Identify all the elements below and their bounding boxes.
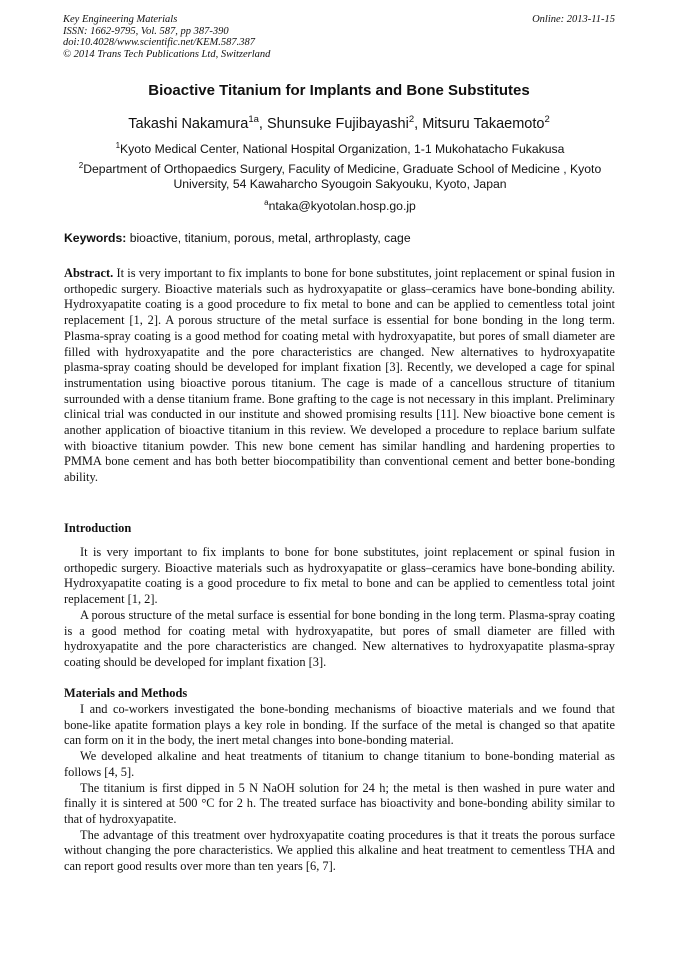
affiliation-mark: 2 [78, 161, 84, 170]
author-affiliation-mark: 2 [408, 114, 415, 125]
affiliation-text: Kyoto Medical Center, National Hospital Organization, 1-1 Mukohatacho Fukakusa [120, 142, 565, 157]
copyright-line: © 2014 Trans Tech Publications Ltd, Switzerland [63, 48, 271, 60]
abstract-text: It is very important to fix implants to bone for bone substitutes, joint replacement or spinal fusion in orthopedic surgery. Bioactive materials such as hydroxyapatite or glass–ceramics have bone-bonding ability. Hydroxyapatite coating is a good procedure to fix metal to bone and can be applied to cementless total joint replacement [1, 2]. A porous structure of the metal surface is essential for bone bonding in the long term. Plasma-spray coating is a good method for coating metal with hydroxyapatite, but pores of small diameter are filled with hydroxyapatite and the pore characteristics are changed. New alternatives to hydroxyapatite plasma-spray coating should be developed for implant fixation [3]. Recently, we developed a cage for spinal instrumentation using bioactive porous titanium. The cage is made of a cancellous structure of titanium surrounded with a dense titanium frame. Bone grafting to the cage is not necessary in this implant. Preliminary clinical trial was conducted in our institute and showed promising results [11]. New bioactive bone cement is another application of bioactive titanium in this review. We developed a procedure to replace barium sulfate with bioactive titanium powder. This new bone cement has similar handling and hardening properties to PMMA bone cement and has both better biocompatibility than conventional cement and better bone-bonding ability. [64, 266, 615, 485]
paragraph: The advantage of this treatment over hydroxyapatite coating procedures is that it treats the porous surface without changing the pore characteristics. We applied this alkaline and heat treatment to cementless THA and can report good results over more than ten years [6, 7]. [64, 827, 615, 874]
paragraph: The titanium is first dipped in 5 N NaOH solution for 24 h; the metal is then washed in pure water and finally it is sintered at 500 °C for 2 h. The treated surface has bioactivity and bone-bonding ability similar to that of hydroxyapatite. [64, 780, 615, 826]
materials-methods-heading: Materials and Methods [64, 686, 188, 700]
doi-line: doi:10.4028/www.scientific.net/KEM.587.387 [63, 37, 255, 49]
author-name: Mitsuru Takaemoto [422, 115, 545, 132]
online-date: Online: 2013-11-15 [532, 14, 615, 25]
journal-metadata [63, 14, 270, 60]
paragraph: We developed alkaline and heat treatments of titanium to change titanium to bone-bonding material as follows [4, 5]. [64, 749, 615, 779]
paper-title: Bioactive Titanium for Implants and Bone Substitutes [148, 82, 530, 99]
keywords-label: Keywords: [64, 231, 127, 245]
issn-line: ISSN: 1662-9795, Vol. 587, pp 387-390 [63, 25, 229, 37]
email-mark: a [264, 198, 269, 207]
affiliation-1 [64, 138, 616, 157]
materials-methods-body [64, 702, 615, 875]
keywords-text: bioactive, titanium, porous, metal, arthroplasty, cage [126, 231, 411, 245]
abstract [64, 266, 615, 486]
paragraph: I and co-workers investigated the bone-bonding mechanisms of bioactive materials and we found that bone-like apatite formation plays a key role in bonding. If the surface of the metal is changed so that apatite can form on it in the body, the inert metal changes into bone-bonding material. [64, 702, 615, 748]
author-separator: , [258, 115, 267, 132]
author-name: Shunsuke Fujibayashi [266, 115, 409, 132]
contact-email [64, 195, 616, 214]
email-address: ntaka@kyotolan.hosp.go.jp [268, 199, 416, 214]
author-name: Takashi Nakamura [128, 115, 249, 132]
author-affiliation-mark: 2 [544, 114, 550, 125]
introduction-body [64, 545, 615, 671]
abstract-label: Abstract. [64, 266, 114, 280]
journal-name: Key Engineering Materials [63, 14, 178, 25]
affiliation-mark: 1 [115, 141, 121, 150]
author-list [0, 114, 678, 132]
paragraph: A porous structure of the metal surface is essential for bone bonding in the long term. Plasma-spray coating is a good method for coating metal with hydroxyapatite, but pores of small diameter are filled with hydroxyapatite and the pore characteristics are changed. New alternatives to hydroxyapatite plasma-spray coating should be developed for implant fixation [3]. [64, 607, 615, 669]
author-separator: , [414, 115, 423, 132]
affiliation-text: Department of Orthopaedics Surgery, Faculity of Medicine, Graduate School of Medicine , Kyoto University, 54 Kawaharcho Syougoin Sakyouku, Kyoto, Japan [83, 162, 602, 192]
paragraph: It is very important to fix implants to bone for bone substitutes, joint replacement or spinal fusion in orthopedic surgery. Bioactive materials such as hydroxyapatite or glass–ceramics have bone-bonding ability. Hydroxyapatite coating is a good procedure to fix metal to bone and can be applied to cementless total joint replacement [1, 2]. [64, 545, 615, 607]
affiliation-2 [64, 158, 616, 192]
author-affiliation-mark: 1a [248, 114, 259, 125]
introduction-heading: Introduction [64, 521, 132, 535]
keywords-line [64, 231, 411, 245]
